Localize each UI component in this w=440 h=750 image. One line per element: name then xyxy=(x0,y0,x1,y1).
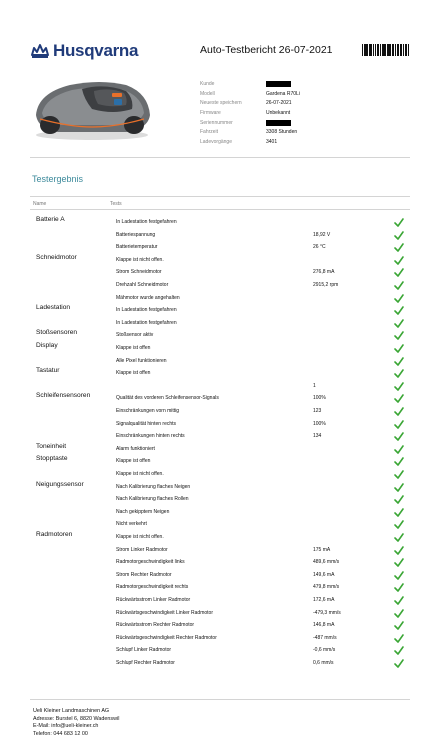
footer xyxy=(33,708,119,738)
result-test: Mähmotor wurde angehalten xyxy=(116,294,180,301)
result-test: Batteriespannung xyxy=(116,231,156,238)
result-test: Rückwärtsgeschwindigkeit Rechter Radmotor xyxy=(116,634,217,641)
result-test: Stoßsensor aktiv xyxy=(116,332,154,339)
barcode-bar xyxy=(362,44,363,56)
result-value: -0,6 mm/s xyxy=(313,647,336,654)
info-row xyxy=(200,98,400,108)
barcode-bar xyxy=(408,44,409,56)
checkmark-icon xyxy=(394,659,404,668)
checkmark-icon xyxy=(394,231,404,240)
barcode xyxy=(362,44,410,56)
result-test: Drehzahl Schneidmotor xyxy=(116,282,169,288)
result-test: Radmotorgeschwindigkeit rechts xyxy=(116,584,189,591)
checkmark-icon xyxy=(394,621,404,630)
result-value: 172,6 mA xyxy=(313,597,335,603)
footer-phone: Telefon: 044 683 12 00 xyxy=(33,730,88,737)
checkmark-icon xyxy=(394,331,404,340)
result-row xyxy=(30,355,410,368)
result-row xyxy=(30,418,410,431)
checkmark-icon xyxy=(394,596,404,605)
checkmark-icon xyxy=(394,407,404,416)
result-row xyxy=(30,317,410,330)
result-test: Alle Pixel funktionieren xyxy=(116,357,167,364)
result-row xyxy=(30,279,410,292)
footer-email: E-Mail: info@ueli-kleiner.ch xyxy=(33,723,99,730)
result-test: Nach Kalibrierung flaches Rollen xyxy=(116,496,189,503)
crown-icon xyxy=(30,43,50,59)
result-row xyxy=(30,556,410,569)
checkmark-icon xyxy=(394,382,404,391)
info-label: Kunde xyxy=(200,80,215,87)
barcode-bar xyxy=(406,44,407,56)
result-value: -479,3 mm/s xyxy=(313,609,341,616)
barcode-bar xyxy=(395,44,396,56)
barcode-bar xyxy=(378,44,379,56)
info-label: Modell xyxy=(200,90,215,97)
divider xyxy=(30,157,410,158)
checkmark-icon xyxy=(394,445,404,454)
result-category: Ladestation xyxy=(36,304,71,312)
result-value: 100% xyxy=(313,395,326,402)
result-test: Strom Linker Radmotor xyxy=(116,546,168,553)
result-row xyxy=(30,266,410,279)
result-value: 123 xyxy=(313,408,322,414)
result-test: Klappe ist offen xyxy=(116,345,151,351)
result-row xyxy=(30,481,410,494)
result-test: Einschränkungen hinten rechts xyxy=(116,433,185,440)
result-row xyxy=(30,581,410,594)
result-test: Klappe ist nicht offen. xyxy=(116,534,164,540)
result-test: Rückwärtsgeschwindigkeit Linker Radmotor xyxy=(116,609,213,616)
result-value: 489,6 mm/s xyxy=(313,559,340,566)
result-test: Strom Rechter Radmotor xyxy=(116,571,172,578)
barcode-bar xyxy=(370,44,372,56)
result-test: Strom Schneidmotor xyxy=(116,269,162,276)
result-value: 26 °C xyxy=(313,244,326,251)
info-label: Seriennummer xyxy=(200,119,233,126)
result-category: Display xyxy=(36,342,58,349)
result-row xyxy=(30,367,410,380)
result-row xyxy=(30,632,410,645)
checkmark-icon xyxy=(394,268,404,277)
checkmark-icon xyxy=(394,256,404,265)
checkmark-icon xyxy=(394,281,404,290)
result-row xyxy=(30,392,410,405)
result-test: Nach Kalibrierung flaches Neigen xyxy=(116,483,191,490)
result-row xyxy=(30,531,410,544)
result-value: 1 xyxy=(313,382,316,389)
barcode-bar xyxy=(397,44,399,56)
redacted-value xyxy=(266,81,291,87)
checkmark-icon xyxy=(394,483,404,492)
result-test: Radmotorgeschwindigkeit links xyxy=(116,559,185,566)
result-row xyxy=(30,216,410,229)
result-row xyxy=(30,229,410,242)
result-row xyxy=(30,518,410,531)
result-value: 2915,2 rpm xyxy=(313,282,339,288)
column-header-tests: Tests xyxy=(110,201,122,207)
result-test: Klappe ist nicht offen. xyxy=(116,471,164,477)
result-row xyxy=(30,644,410,657)
result-value: 276,8 mA xyxy=(313,269,335,276)
barcode-bar xyxy=(367,44,368,56)
result-value: 18,92 V xyxy=(313,231,331,238)
footer-address: Adresse: Burstel 6, 8820 Wadenswil xyxy=(33,715,120,722)
checkmark-icon xyxy=(394,533,404,542)
checkmark-icon xyxy=(394,319,404,328)
checkmark-icon xyxy=(394,344,404,353)
checkmark-icon xyxy=(394,583,404,592)
info-row xyxy=(200,127,400,137)
info-label: Ladevorgänge xyxy=(200,138,232,145)
info-row xyxy=(200,89,400,99)
result-row xyxy=(30,455,410,468)
result-value: 175 mA xyxy=(313,546,331,553)
checkmark-icon xyxy=(394,495,404,504)
column-header-name: Name xyxy=(33,201,47,207)
result-test: Klappe ist offen xyxy=(116,458,151,465)
checkmark-icon xyxy=(394,243,404,252)
info-value: Gardena R70Li xyxy=(266,90,300,97)
result-row xyxy=(30,342,410,355)
result-value: 149,6 mA xyxy=(313,571,335,578)
checkmark-icon xyxy=(394,294,404,303)
result-category: Neigungssensor xyxy=(36,480,84,488)
checkmark-icon xyxy=(394,470,404,479)
brand-logo xyxy=(30,41,138,61)
result-test: Klappe ist offen xyxy=(116,370,151,377)
info-label: Neueste speichern xyxy=(200,100,242,107)
result-value: 146,8 mA xyxy=(313,622,335,629)
checkmark-icon xyxy=(394,357,404,366)
result-test: Nicht verkehrt xyxy=(116,521,147,528)
checkmark-icon xyxy=(394,369,404,378)
result-row xyxy=(30,657,410,670)
result-value: 0,6 mm/s xyxy=(313,660,334,666)
result-row xyxy=(30,430,410,443)
result-test: Nach gekipptem Neigen xyxy=(116,508,170,515)
result-row xyxy=(30,254,410,267)
result-test: Schlupf Linker Radmotor xyxy=(116,647,172,654)
result-value: -487 mm/s xyxy=(313,634,337,641)
info-row xyxy=(200,108,400,118)
result-row xyxy=(30,304,410,317)
result-row xyxy=(30,443,410,456)
result-test: Schlupf Rechter Radmotor xyxy=(116,660,175,666)
result-category: Stopptaste xyxy=(36,455,68,463)
device-info xyxy=(200,79,400,147)
result-row xyxy=(30,468,410,481)
checkmark-icon xyxy=(394,432,404,441)
checkmark-icon xyxy=(394,520,404,529)
info-row xyxy=(200,79,400,89)
result-row xyxy=(30,619,410,632)
result-test: In Ladestation festgefahren xyxy=(116,319,177,326)
result-test: Einschränkungen vorn mittig xyxy=(116,408,180,414)
section-title: Testergebnis xyxy=(32,174,84,184)
barcode-bar xyxy=(389,44,390,56)
checkmark-icon xyxy=(394,306,404,315)
result-category: Stoßsensoren xyxy=(36,329,78,337)
divider xyxy=(30,209,410,210)
barcode-bar xyxy=(401,44,402,56)
info-label: Fahrzeit xyxy=(200,129,219,136)
result-row xyxy=(30,569,410,582)
result-row xyxy=(30,544,410,557)
result-row xyxy=(30,405,410,418)
info-value: Unbekannt xyxy=(266,109,291,116)
info-row xyxy=(200,118,400,128)
checkmark-icon xyxy=(394,646,404,655)
checkmark-icon xyxy=(394,394,404,403)
checkmark-icon xyxy=(394,571,404,580)
divider xyxy=(30,196,410,197)
checkmark-icon xyxy=(394,609,404,618)
result-value: 100% xyxy=(313,420,326,427)
checkmark-icon xyxy=(394,508,404,517)
result-row xyxy=(30,594,410,607)
result-category: Batterie A xyxy=(36,216,65,223)
result-test: Alarm funktioniert xyxy=(116,445,155,452)
result-test: In Ladestation festgefahren xyxy=(116,307,177,314)
result-test: Rückwärtsstrom Rechter Radmotor xyxy=(116,622,195,629)
result-value: 479,8 mm/s xyxy=(313,584,340,591)
result-row xyxy=(30,607,410,620)
mower-image xyxy=(30,75,154,141)
footer-company: Ueli Kleiner Landmaschinen AG xyxy=(33,708,110,714)
result-category: Tastatur xyxy=(36,367,60,375)
result-test: Batterietemperatur xyxy=(116,244,158,251)
result-row xyxy=(30,292,410,305)
checkmark-icon xyxy=(394,558,404,567)
info-label: Firmware xyxy=(200,109,221,116)
info-value: 3308 Stunden xyxy=(266,129,298,136)
result-row xyxy=(30,241,410,254)
result-category: Radmotoren xyxy=(36,531,73,538)
redacted-value xyxy=(266,120,291,126)
result-category: Schleifensensoren xyxy=(36,392,91,400)
result-test: In Ladestation festgefahren xyxy=(116,219,177,225)
result-row xyxy=(30,493,410,506)
checkmark-icon xyxy=(394,546,404,555)
barcode-bar xyxy=(383,44,385,56)
result-category: Toneinheit xyxy=(36,442,67,450)
result-test: Rückwärtsstrom Linker Radmotor xyxy=(116,597,191,603)
info-row xyxy=(200,137,400,147)
info-value: 3401 xyxy=(266,138,278,145)
info-value: 26-07-2021 xyxy=(266,100,292,107)
checkmark-icon xyxy=(394,218,404,227)
result-test: Signalqualität hinten rechts xyxy=(116,420,177,427)
result-test: Klappe ist nicht offen. xyxy=(116,256,164,263)
result-value: 134 xyxy=(313,433,322,440)
brand-name: Husqvarna xyxy=(53,41,139,60)
result-test: Qualität des vorderen Schleifensensor-Signals xyxy=(116,395,219,402)
checkmark-icon xyxy=(394,457,404,466)
divider xyxy=(30,699,410,700)
barcode-bar xyxy=(373,44,374,56)
result-row xyxy=(30,380,410,393)
checkmark-icon xyxy=(394,420,404,429)
result-row xyxy=(30,329,410,342)
report-title: Auto-Testbericht 26-07-2021 xyxy=(200,44,333,56)
result-row xyxy=(30,506,410,519)
checkmark-icon xyxy=(394,634,404,643)
result-category: Schneidmotor xyxy=(36,253,77,261)
